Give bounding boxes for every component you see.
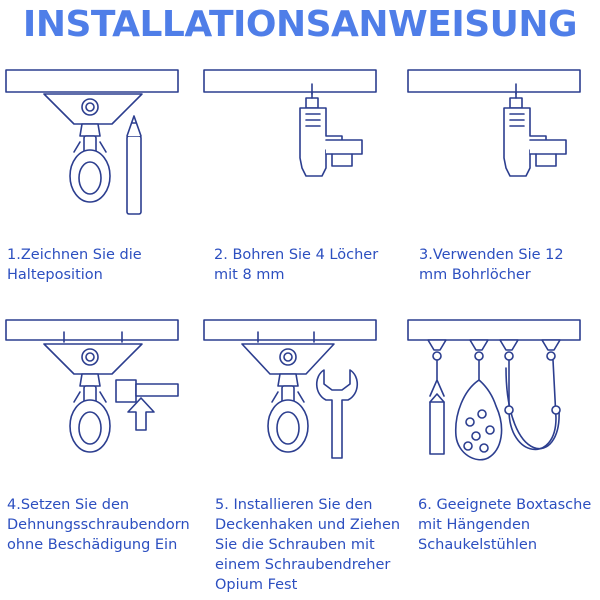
step-6-illustration [406, 318, 582, 468]
step-3-caption: 3.Verwenden Sie 12 mm Bohrlöcher [419, 247, 564, 283]
step-2-caption: 2. Bohren Sie 4 Löcher mit 8 mm [214, 247, 379, 283]
page-title: INSTALLATIONSANWEISUNG [22, 4, 578, 45]
hanging-speed-bag-icon [456, 340, 502, 460]
hanging-punching-bag-icon [428, 340, 446, 454]
step-6-caption: 6. Geeignete Boxtasche mit Hängenden Schaukelstühlen [418, 497, 592, 553]
pencil-icon [127, 116, 141, 214]
step-5-caption: 5. Installieren Sie den Deckenhaken und Ziehen Sie die Schrauben mit einem Schraubendreher Opium Fest [215, 497, 401, 593]
wrench-icon [317, 370, 358, 458]
hammer-icon [116, 380, 178, 430]
drill-icon [300, 84, 362, 176]
step-4-illustration [4, 318, 180, 468]
step-1-illustration [4, 68, 180, 218]
step-5-illustration [202, 318, 378, 468]
step-3-illustration [406, 68, 582, 218]
step-4-caption: 4.Setzen Sie den Dehnungsschraubendorn ohne Beschädigung Ein [7, 497, 190, 553]
hanging-swing-icon [500, 340, 560, 449]
step-1-caption: 1.Zeichnen Sie die Halteposition [7, 247, 142, 283]
step-2-illustration [202, 68, 378, 218]
drill-icon [504, 84, 566, 176]
